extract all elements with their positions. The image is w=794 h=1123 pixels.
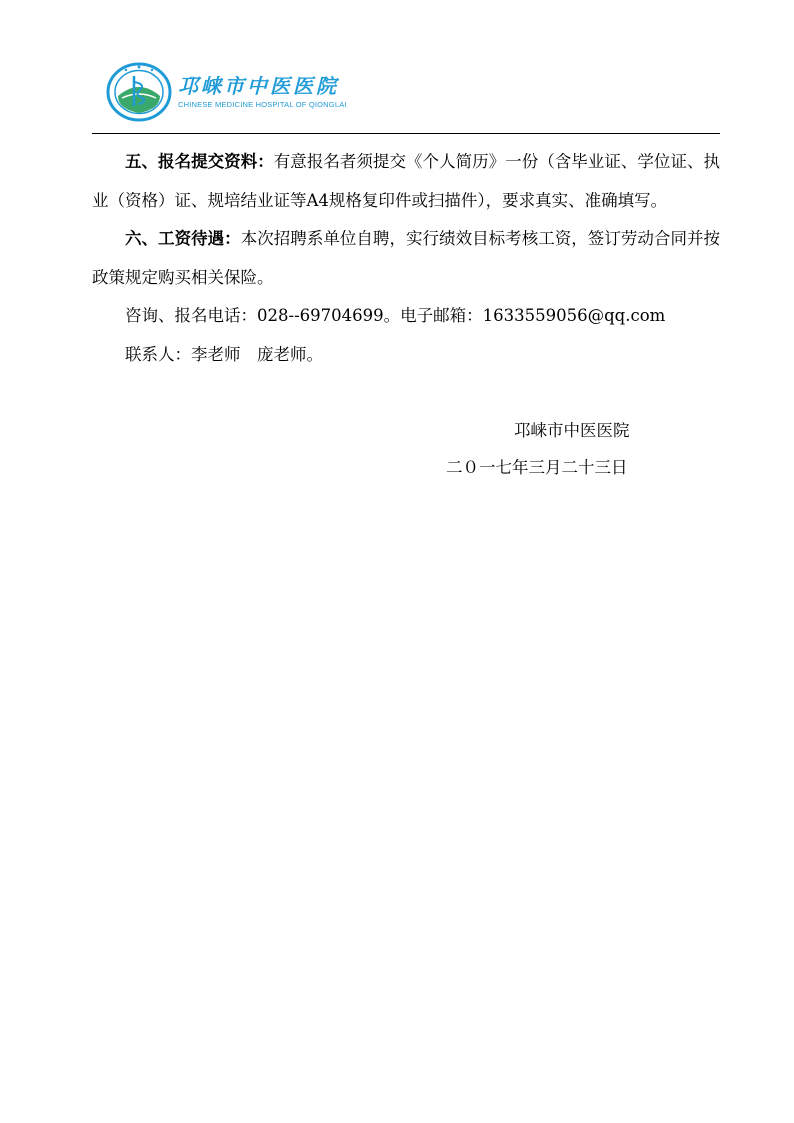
section-text: 本次招聘系单位自聘，实行绩效目标考核工资，签订劳动合同并按政策规定购买相关保险。 [92, 229, 721, 287]
section-salary [92, 220, 720, 297]
header-divider [92, 133, 720, 134]
hospital-name-en: CHINESE MEDICINE HOSPITAL OF QIONGLAI [178, 100, 347, 109]
contact-person: 联系人：李老师 庞老师。 [125, 344, 323, 364]
contact-line: 咨询、报名电话：028--69704699。电子邮箱：1633559056@qq.com [125, 306, 666, 325]
logo-text [178, 74, 347, 110]
section-heading: 五、报名提交资料： [125, 152, 274, 171]
document-body [92, 143, 720, 374]
section-application-materials [92, 143, 720, 220]
signature-date: 二０一七年三月二十三日 [446, 458, 628, 477]
signature-organization: 邛崃市中医医院 [514, 421, 630, 440]
hospital-name-cn: 邛崃市中医医院 [178, 74, 339, 98]
hospital-emblem-icon [106, 62, 172, 122]
document-header [106, 62, 347, 122]
section-text: 有意报名者须提交《个人简历》一份（含毕业证、学位证、执业（资格）证、规培结业证等A4规格复印件或扫描件），要求真实、准确填写。 [92, 152, 721, 210]
section-heading: 六、工资待遇： [125, 229, 241, 248]
